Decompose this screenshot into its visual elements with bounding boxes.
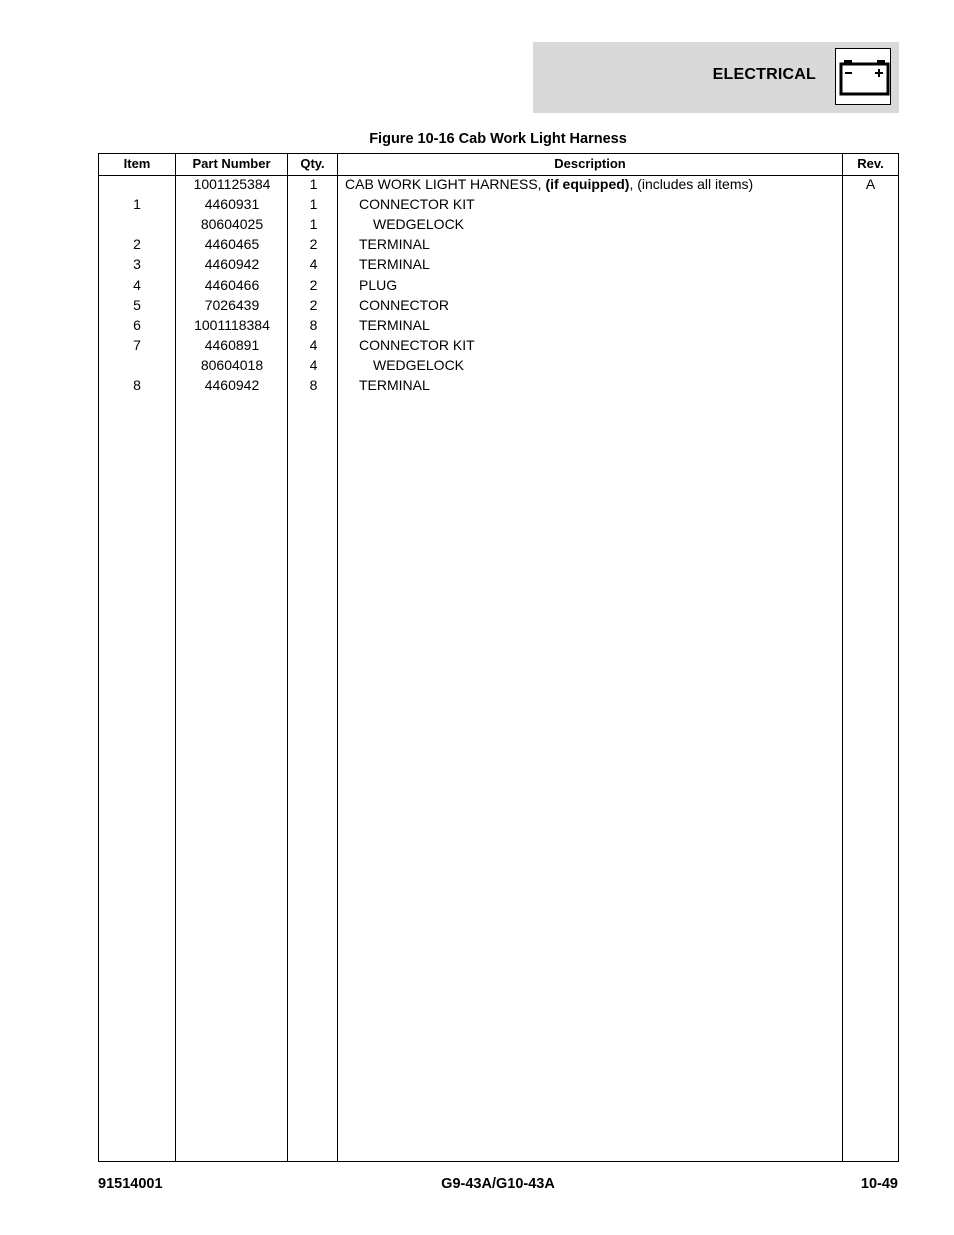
- description-text: WEDGELOCK: [373, 216, 465, 233]
- description-text: CONNECTOR KIT: [359, 336, 475, 353]
- figure-title: Figure 10-16 Cab Work Light Harness: [369, 131, 627, 147]
- table-row: [99, 315, 898, 335]
- table-row: [99, 355, 898, 375]
- rev-cell: A: [865, 176, 876, 192]
- part-number-cell: 80604018: [200, 356, 264, 373]
- table-row: [99, 214, 898, 234]
- description-cell: [341, 355, 873, 375]
- section-title: ELECTRICAL: [712, 66, 816, 83]
- description-cell: [341, 295, 859, 315]
- description-text: TERMINAL: [359, 256, 430, 273]
- part-number-cell: 1001125384: [193, 176, 271, 192]
- battery-icon: [835, 48, 891, 105]
- description-text: CAB WORK LIGHT HARNESS,: [345, 176, 546, 192]
- description-cell: [341, 194, 859, 214]
- section-header: [533, 42, 899, 113]
- description-text: TERMINAL: [359, 236, 430, 253]
- table-row: [99, 295, 898, 315]
- qty-cell: 2: [309, 296, 318, 313]
- part-number-cell: 4460942: [204, 256, 260, 273]
- item-cell: 6: [133, 316, 141, 333]
- description-cell: [341, 234, 859, 254]
- qty-cell: 1: [309, 216, 318, 233]
- qty-cell: 8: [309, 316, 318, 333]
- qty-cell: 8: [309, 377, 318, 393]
- part-number-cell: 7026439: [204, 296, 260, 313]
- item-cell: 2: [133, 236, 141, 253]
- description-cell: [341, 275, 859, 295]
- part-number-cell: 4460931: [204, 196, 260, 213]
- part-number-cell: 4460465: [204, 236, 260, 253]
- description-text: CONNECTOR KIT: [359, 196, 475, 213]
- qty-cell: 2: [309, 276, 318, 293]
- item-cell: 7: [133, 336, 141, 353]
- table-row: [99, 254, 898, 274]
- description-cell: [341, 214, 873, 234]
- qty-cell: 4: [309, 356, 318, 373]
- part-number-cell: 1001118384: [194, 316, 270, 333]
- table-row: [99, 335, 898, 355]
- description-note: , (includes all items): [629, 176, 754, 192]
- description-text: TERMINAL: [359, 316, 430, 333]
- part-number-cell: 80604025: [200, 216, 264, 233]
- column-header-rev: Rev.: [857, 156, 884, 171]
- part-number-cell: 4460466: [204, 276, 260, 293]
- description-emphasis: (if equipped): [545, 176, 630, 192]
- table-row: [99, 194, 898, 214]
- page-number: 10-49: [860, 1176, 898, 1192]
- item-cell: 4: [133, 276, 141, 293]
- item-cell: 1: [133, 196, 141, 213]
- description-text: CONNECTOR: [359, 296, 449, 313]
- column-header-qty: Qty.: [300, 156, 325, 171]
- description-cell: [341, 254, 859, 274]
- description-cell: [341, 335, 859, 355]
- description-text: PLUG: [359, 276, 398, 293]
- qty-cell: 1: [309, 196, 318, 213]
- qty-cell: 4: [309, 336, 318, 353]
- table-row: [99, 174, 898, 194]
- column-header-item: Item: [123, 156, 151, 171]
- item-cell: 5: [133, 296, 141, 313]
- description-text: WEDGELOCK: [373, 356, 465, 373]
- description-cell: [341, 375, 859, 395]
- item-cell: 8: [133, 377, 141, 393]
- column-header-part-number: Part Number: [192, 156, 271, 171]
- part-number-cell: 4460942: [204, 377, 260, 393]
- qty-cell: 1: [309, 176, 318, 192]
- description-cell: [341, 174, 845, 194]
- qty-cell: 2: [309, 236, 318, 253]
- table-row: [99, 375, 898, 395]
- qty-cell: 4: [309, 256, 318, 273]
- description-text: TERMINAL: [359, 377, 430, 393]
- table-row: [99, 275, 898, 295]
- part-number-cell: 4460891: [204, 336, 260, 353]
- column-header-description: Description: [554, 156, 626, 171]
- parts-table: [98, 153, 899, 1162]
- item-cell: 3: [133, 256, 141, 273]
- document-number: 91514001: [98, 1176, 163, 1192]
- description-cell: [341, 315, 859, 335]
- table-row: [99, 234, 898, 254]
- model-number: G9-43A/G10-43A: [441, 1176, 555, 1192]
